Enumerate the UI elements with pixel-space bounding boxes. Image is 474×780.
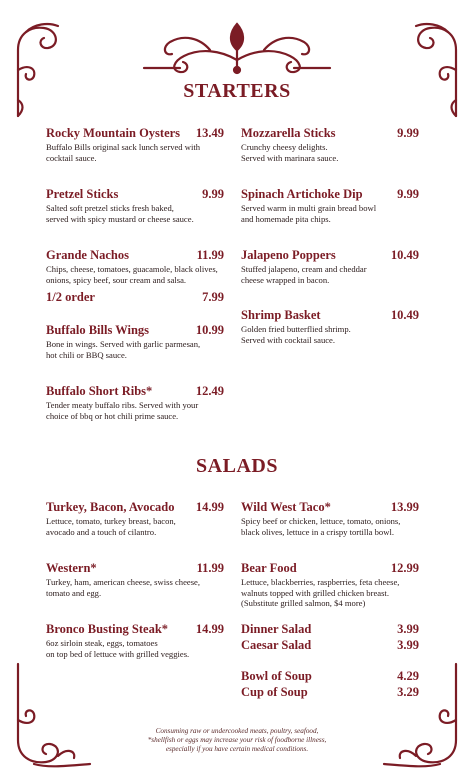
- item-description: 6oz sirloin steak, eggs, tomatoes on top bed of lettuce with grilled veggies.: [46, 638, 190, 659]
- menu-item: [241, 248, 419, 285]
- top-left-corner-ornament: [14, 20, 74, 120]
- menu-item: [46, 323, 224, 360]
- menu-item: [46, 187, 224, 224]
- item-description: Spicy beef or chicken, lettuce, tomato, onions, black olives, lettuce in a crispy tortilla bowl.: [241, 516, 401, 537]
- item-name: Shrimp Basket: [241, 308, 321, 322]
- item-price: 12.49: [195, 384, 224, 398]
- item-name: Dinner Salad: [241, 622, 312, 636]
- item-price: 10.49: [390, 248, 419, 262]
- item-price: 12.99: [390, 561, 419, 575]
- menu-item: [241, 126, 419, 163]
- item-name: Bronco Busting Steak*: [46, 622, 169, 636]
- item-name: Pretzel Sticks: [46, 187, 119, 201]
- top-right-corner-ornament: [400, 20, 460, 120]
- item-description: Lettuce, tomato, turkey breast, bacon, avocado and a touch of cilantro.: [46, 516, 176, 537]
- item-description: Turkey, ham, american cheese, swiss cheese, tomato and egg.: [46, 577, 200, 598]
- item-description: Chips, cheese, tomatoes, guacamole, black olives, onions, spicy beef, sour cream and salsa.: [46, 264, 218, 285]
- top-ornament: [140, 20, 334, 76]
- item-price: 14.99: [195, 622, 224, 636]
- menu-item: [241, 500, 419, 537]
- menu-item: [241, 669, 419, 684]
- item-sub-price: 7.99: [202, 290, 224, 304]
- item-description: Bone in wings. Served with garlic parmesan, hot chili or BBQ sauce.: [46, 339, 201, 360]
- item-name: Caesar Salad: [241, 638, 312, 652]
- item-description: Tender meaty buffalo ribs. Served with your choice of bbq or hot chili prime sauce.: [46, 400, 199, 421]
- menu-item: [46, 500, 224, 537]
- item-name: Jalapeno Poppers: [241, 248, 336, 262]
- item-price: 11.99: [196, 248, 224, 262]
- item-price: 3.99: [397, 622, 419, 636]
- item-price: 3.29: [397, 685, 419, 699]
- menu-item: [241, 561, 419, 609]
- menu-item: [241, 622, 419, 637]
- item-description: Salted soft pretzel sticks fresh baked, served with spicy mustard or cheese sauce.: [46, 203, 194, 224]
- item-name: Buffalo Bills Wings: [46, 323, 150, 337]
- item-name: Cup of Soup: [241, 685, 308, 699]
- item-price: 13.49: [195, 126, 224, 140]
- item-description: Stuffed jalapeno, cream and cheddar cheese wrapped in bacon.: [241, 264, 367, 285]
- item-name: Mozzarella Sticks: [241, 126, 336, 140]
- item-name: Turkey, Bacon, Avocado: [46, 500, 175, 514]
- item-price: 11.99: [196, 561, 224, 575]
- salads-heading: SALADS: [196, 455, 278, 477]
- starters-heading: STARTERS: [183, 80, 291, 102]
- menu-item: [241, 308, 419, 345]
- item-description: Golden fried butterflied shrimp. Served with cocktail sauce.: [241, 324, 351, 345]
- item-sub-name: 1/2 order: [46, 290, 95, 304]
- menu-item: [46, 248, 224, 305]
- item-name: Wild West Taco*: [241, 500, 331, 514]
- item-price: 4.29: [397, 669, 419, 683]
- item-price: 14.99: [195, 500, 224, 514]
- item-description: Crunchy cheesy delights. Served with marinara sauce.: [241, 142, 339, 163]
- menu-item: [46, 126, 224, 163]
- item-name: Rocky Mountain Oysters: [46, 126, 181, 140]
- menu-item: [46, 561, 224, 598]
- item-name: Grande Nachos: [46, 248, 129, 262]
- menu-item: [241, 638, 419, 653]
- item-price: 13.99: [390, 500, 419, 514]
- item-price: 10.49: [390, 308, 419, 322]
- item-price: 3.99: [397, 638, 419, 652]
- menu-item: [241, 685, 419, 700]
- item-name: Bear Food: [241, 561, 297, 575]
- item-price: 9.99: [397, 126, 419, 140]
- item-name: Spinach Artichoke Dip: [241, 187, 363, 201]
- item-description: Lettuce, blackberries, raspberries, feta cheese, walnuts topped with grilled chicken breast. (Substitute grilled salmon, $4 more): [241, 577, 400, 608]
- item-price: 9.99: [397, 187, 419, 201]
- item-name: Bowl of Soup: [241, 669, 312, 683]
- bottom-left-corner-ornament: [14, 660, 94, 770]
- item-name: Western*: [46, 561, 97, 575]
- item-description: Buffalo Bills original sack lunch served with cocktail sauce.: [46, 142, 201, 163]
- item-description: Served warm in multi grain bread bowl and homemade pita chips.: [241, 203, 377, 224]
- menu-item: [241, 187, 419, 224]
- menu-item: [46, 384, 224, 421]
- item-name: Buffalo Short Ribs*: [46, 384, 153, 398]
- menu-item: [46, 622, 224, 659]
- food-safety-footnote: Consuming raw or undercooked meats, poultry, seafood, *shellfish or eggs may increase your risk of foodborne illness, especially if you have certain medical conditions.: [147, 727, 327, 753]
- item-price: 10.99: [195, 323, 224, 337]
- item-price: 9.99: [202, 187, 224, 201]
